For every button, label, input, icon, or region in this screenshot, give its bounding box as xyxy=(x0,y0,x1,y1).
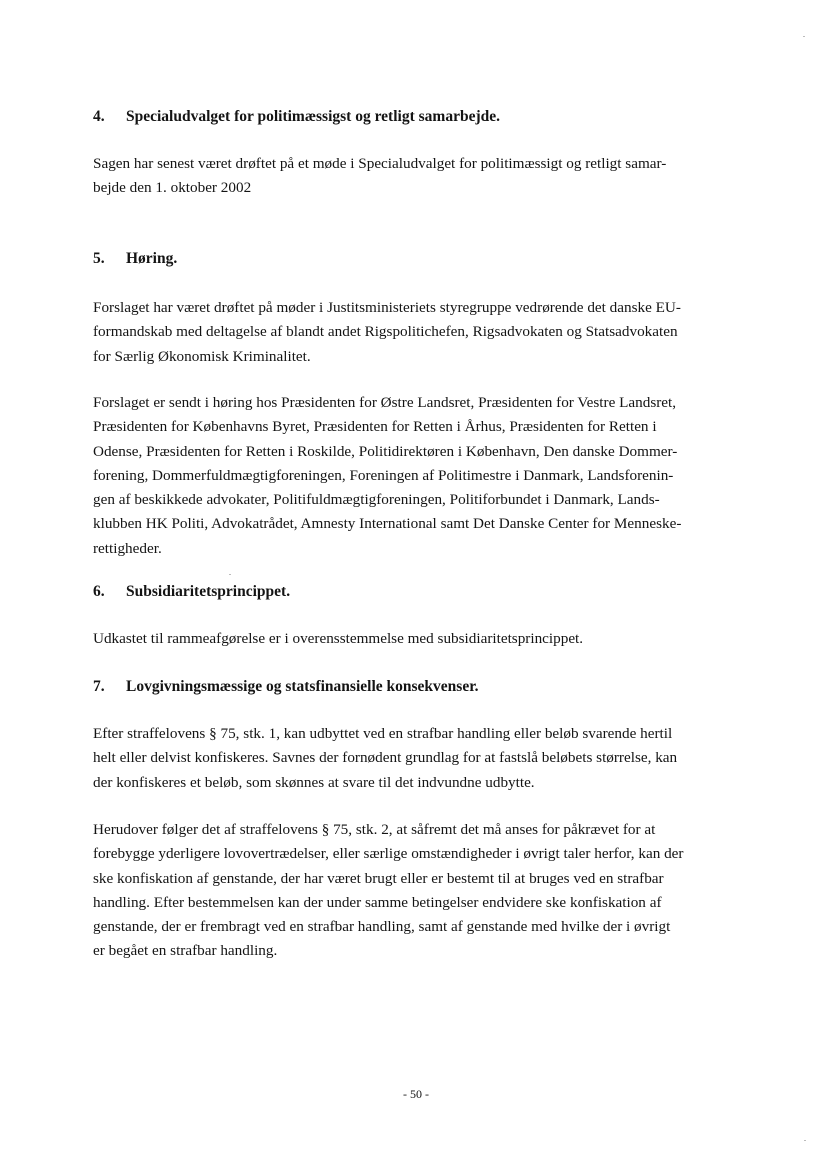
section-title: Subsidiaritetsprincippet. xyxy=(126,583,291,600)
text-line: Efter straffelovens § 75, stk. 1, kan udbyttet ved en strafbar handling eller beløb svarende hertil xyxy=(93,725,673,742)
section-4-paragraph-1 xyxy=(93,152,666,201)
text-line: der konfiskeres et beløb, som skønnes at svare til det indvundne udbytte. xyxy=(93,773,535,791)
section-7-paragraph-1 xyxy=(93,722,677,795)
text-line: Sagen har senest været drøftet på et møde i Specialudvalget for politimæssigt og retligt samar- xyxy=(93,155,667,172)
section-number: 6. xyxy=(93,583,105,600)
text-line: Udkastet til rammeafgørelse er i overensstemmelse med subsidiaritetsprincippet. xyxy=(93,630,584,647)
section-7-paragraph-2 xyxy=(93,818,683,964)
section-title: Høring. xyxy=(126,250,178,267)
text-line: Præsidenten for Københavns Byret, Præsidenten for Retten i Århus, Præsidenten for Retten i xyxy=(93,418,657,436)
text-line: Forslaget er sendt i høring hos Præsidenten for Østre Landsret, Præsidenten for Vestre Landsret, xyxy=(93,394,677,411)
section-title: Lovgivningsmæssige og statsfinansielle konsekvenser. xyxy=(126,678,479,695)
text-line: bejde den 1. oktober 2002 xyxy=(93,179,252,197)
page-number: - 50 - xyxy=(403,1087,429,1101)
scan-speck xyxy=(229,574,231,575)
section-7-heading xyxy=(93,677,479,697)
section-5-paragraph-2 xyxy=(93,391,681,561)
scan-speck xyxy=(804,1140,806,1141)
text-line: Forslaget har været drøftet på møder i Justitsministeriets styregruppe vedrørende det danske EU- xyxy=(93,299,681,316)
text-line: er begået en strafbar handling. xyxy=(93,942,278,960)
text-line: handling. Efter bestemmelsen kan der under samme betingelser endvidere ske konfiskation af xyxy=(93,893,662,911)
section-number: 5. xyxy=(93,250,105,267)
section-5-paragraph-1 xyxy=(93,296,681,369)
section-number: 4. xyxy=(93,108,105,125)
text-line: gen af beskikkede advokater, Politifuldmægtigforeningen, Politiforbundet i Danmark, Lands- xyxy=(93,491,660,509)
text-line: Herudover følger det af straffelovens § 75, stk. 2, at såfremt det må anses for påkrævet for at xyxy=(93,821,656,838)
text-line: Odense, Præsidenten for Retten i Roskilde, Politidirektøren i København, Den danske Dommer- xyxy=(93,442,678,460)
section-number: 7. xyxy=(93,678,105,695)
text-line: forebygge yderligere lovovertrædelser, eller særlige omstændigheder i øvrigt taler herfor, kan der xyxy=(93,845,684,863)
text-line: klubben HK Politi, Advokatrådet, Amnesty International samt Det Danske Center for Menneske- xyxy=(93,515,682,533)
section-4-heading xyxy=(93,107,500,127)
text-line: helt eller delvist konfiskeres. Savnes der fornødent grundlag for at fastslå beløbets størrelse, kan xyxy=(93,749,678,767)
text-line: rettigheder. xyxy=(93,539,162,557)
text-line: ske konfiskation af genstande, der har været brugt eller er bestemt til at bruges ved en strafbar xyxy=(93,869,664,887)
section-5-heading xyxy=(93,249,177,269)
text-line: genstande, der er frembragt ved en strafbar handling, samt af genstande med hvilke der i øvrigt xyxy=(93,918,671,936)
section-6-paragraph-1 xyxy=(93,627,583,651)
text-line: forening, Dommerfuldmægtigforeningen, Foreningen af Politimestre i Danmark, Landsforenin- xyxy=(93,466,674,484)
section-title: Specialudvalget for politimæssigst og retligt samarbejde. xyxy=(126,108,500,125)
scan-speck xyxy=(803,36,805,37)
text-line: formandskab med deltagelse af blandt andet Rigspolitichefen, Rigsadvokaten og Statsadvokaten xyxy=(93,323,678,341)
text-line: for Særlig Økonomisk Kriminalitet. xyxy=(93,347,311,365)
section-6-heading xyxy=(93,582,290,602)
